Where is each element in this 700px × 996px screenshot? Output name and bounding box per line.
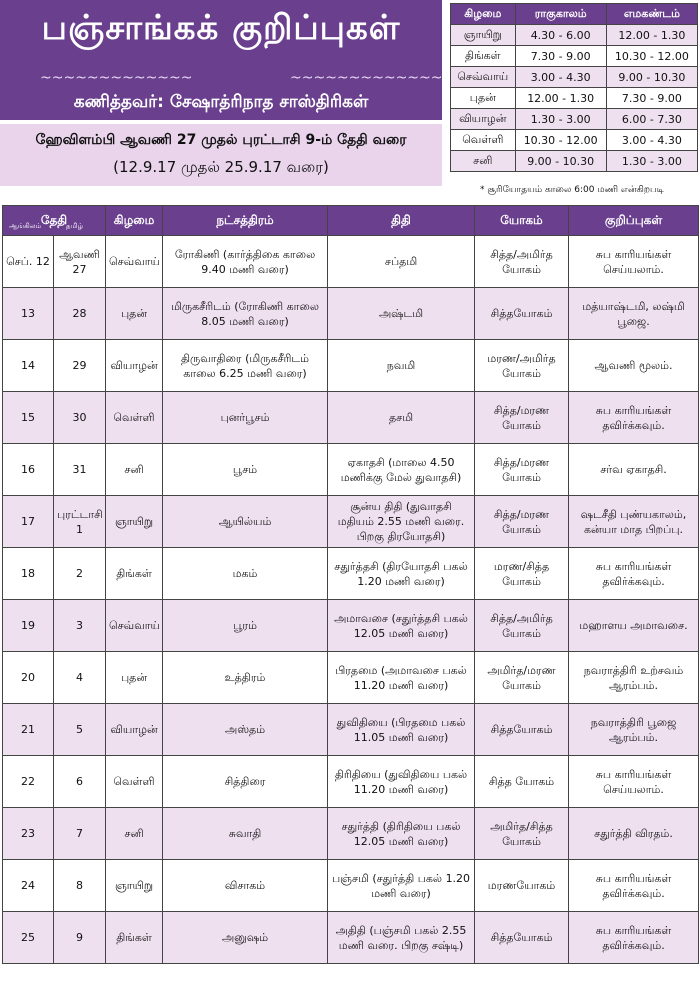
- table-row: [3, 496, 699, 548]
- sunrise-note: * சூரியோதயம் காலை 6:00 மணி என்கிறபடி: [480, 185, 664, 195]
- rahu-header-cell: எமகண்டம்: [606, 4, 697, 25]
- rahu-kalam-table: [450, 3, 698, 172]
- tithi-cell: சப்தமி: [328, 236, 475, 288]
- star-cell: பூசம்: [163, 444, 328, 496]
- star-cell: பூரம்: [163, 600, 328, 652]
- rahu-time: 9.00 - 10.30: [515, 151, 606, 172]
- date-ta: புரட்டாசி 1: [54, 496, 106, 548]
- notes-cell: மத்யாஷ்டமி, லஷ்மி பூஜை.: [569, 288, 699, 340]
- yama-time: 1.30 - 3.00: [606, 151, 697, 172]
- yoga-cell: அமிர்த/சித்த யோகம்: [475, 808, 569, 860]
- header-date: தேதி ஆங்கிலம் தமிழ்: [3, 206, 106, 236]
- day-cell: ஞாயிறு: [106, 496, 163, 548]
- date-en: 16: [3, 444, 54, 496]
- date-ta: ஆவணி 27: [54, 236, 106, 288]
- yoga-cell: சித்த/மரண யோகம்: [475, 496, 569, 548]
- rahu-row: [451, 25, 698, 46]
- star-cell: அனுஷம்: [163, 912, 328, 964]
- yoga-cell: சித்த/மரண யோகம்: [475, 444, 569, 496]
- star-cell: புனர்பூசம்: [163, 392, 328, 444]
- header-star: நட்சத்திரம்: [163, 206, 328, 236]
- rahu-day: செவ்வாய்: [451, 67, 516, 88]
- table-row: [3, 340, 699, 392]
- rahu-header-cell: ராகுகாலம்: [515, 4, 606, 25]
- tithi-cell: அஷ்டமி: [328, 288, 475, 340]
- date-ta: 30: [54, 392, 106, 444]
- date-ta: 9: [54, 912, 106, 964]
- tithi-cell: பிரதமை (அமாவசை பகல் 11.20 மணி வரை): [328, 652, 475, 704]
- tithi-cell: சதுர்த்தசி (திரயோதசி பகல் 1.20 மணி வரை): [328, 548, 475, 600]
- header-date-ta: தமிழ்: [65, 222, 84, 230]
- page-title: பஞ்சாங்கக் குறிப்புகள்: [41, 8, 401, 48]
- rahu-day: புதன்: [451, 88, 516, 109]
- day-cell: சனி: [106, 808, 163, 860]
- tithi-cell: பஞ்சமி (சதுர்த்தி பகல் 1.20 மணி வரை): [328, 860, 475, 912]
- date-ta: 29: [54, 340, 106, 392]
- date-ta: 3: [54, 600, 106, 652]
- star-cell: மகம்: [163, 548, 328, 600]
- yama-time: 12.00 - 1.30: [606, 25, 697, 46]
- rahu-time: 4.30 - 6.00: [515, 25, 606, 46]
- yama-time: 7.30 - 9.00: [606, 88, 697, 109]
- table-row: [3, 860, 699, 912]
- tithi-cell: ஏகாதசி (மாலை 4.50 மணிக்கு மேல் துவாதசி): [328, 444, 475, 496]
- table-row: [3, 652, 699, 704]
- date-en: 25: [3, 912, 54, 964]
- rahu-day: வெள்ளி: [451, 130, 516, 151]
- tithi-cell: திரிதியை (துவிதியை பகல் 11.20 மணி வரை): [328, 756, 475, 808]
- yoga-cell: சித்த/மரண யோகம்: [475, 392, 569, 444]
- table-row: [3, 288, 699, 340]
- date-range-english: (12.9.17 முதல் 25.9.17 வரை): [113, 158, 329, 176]
- rahu-row: [451, 130, 698, 151]
- rahu-row: [451, 151, 698, 172]
- notes-cell: சதுர்த்தி விரதம்.: [569, 808, 699, 860]
- notes-cell: சுப காரியங்கள் தவிர்க்கவும்.: [569, 860, 699, 912]
- star-cell: மிருகசீரிடம் (ரோகிணி காலை 8.05 மணி வரை): [163, 288, 328, 340]
- date-range-tamil: ஹேவிளம்பி ஆவணி 27 முதல் புரட்டாசி 9-ம் தேதி வரை: [35, 132, 407, 148]
- day-cell: புதன்: [106, 652, 163, 704]
- date-en: 22: [3, 756, 54, 808]
- title-banner: [0, 0, 442, 120]
- yoga-cell: சித்தயோகம்: [475, 704, 569, 756]
- rahu-header-cell: கிழமை: [451, 4, 516, 25]
- day-cell: செவ்வாய்: [106, 236, 163, 288]
- date-en: செப். 12: [3, 236, 54, 288]
- yoga-cell: சித்தயோகம்: [475, 912, 569, 964]
- rahu-row: [451, 88, 698, 109]
- date-ta: 31: [54, 444, 106, 496]
- yoga-cell: அமிர்த/மரண யோகம்: [475, 652, 569, 704]
- day-cell: வியாழன்: [106, 340, 163, 392]
- rahu-time: 3.00 - 4.30: [515, 67, 606, 88]
- date-en: 18: [3, 548, 54, 600]
- tithi-cell: சதுர்த்தி (திரிதியை பகல் 12.05 மணி வரை): [328, 808, 475, 860]
- star-cell: உத்திரம்: [163, 652, 328, 704]
- tithi-cell: நவமி: [328, 340, 475, 392]
- table-row: [3, 808, 699, 860]
- yama-time: 10.30 - 12.00: [606, 46, 697, 67]
- rahu-time: 12.00 - 1.30: [515, 88, 606, 109]
- rahu-time: 7.30 - 9.00: [515, 46, 606, 67]
- rahu-row: [451, 109, 698, 130]
- notes-cell: ஷடசீதி புண்யகாலம், கன்யா மாத பிறப்பு.: [569, 496, 699, 548]
- day-cell: வெள்ளி: [106, 392, 163, 444]
- star-cell: அஸ்தம்: [163, 704, 328, 756]
- star-cell: ஆயில்யம்: [163, 496, 328, 548]
- star-cell: திருவாதிரை (மிருகசீரிடம் காலை 6.25 மணி வரை): [163, 340, 328, 392]
- date-ta: 4: [54, 652, 106, 704]
- author-line: கணித்தவர்: சேஷாத்ரிநாத சாஸ்திரிகள்: [73, 92, 369, 112]
- table-row: [3, 392, 699, 444]
- date-range-box: [0, 124, 442, 186]
- notes-cell: சுப காரியங்கள் செய்யலாம்.: [569, 236, 699, 288]
- yama-time: 3.00 - 4.30: [606, 130, 697, 151]
- yama-time: 6.00 - 7.30: [606, 109, 697, 130]
- table-row: [3, 444, 699, 496]
- date-ta: 28: [54, 288, 106, 340]
- star-cell: சித்திரை: [163, 756, 328, 808]
- date-en: 21: [3, 704, 54, 756]
- yama-time: 9.00 - 10.30: [606, 67, 697, 88]
- header-yoga: யோகம்: [475, 206, 569, 236]
- header-tithi: திதி: [328, 206, 475, 236]
- day-cell: வியாழன்: [106, 704, 163, 756]
- table-row: [3, 756, 699, 808]
- notes-cell: சுப காரியங்கள் தவிர்க்கவும்.: [569, 548, 699, 600]
- tithi-cell: அதிதி (பஞ்சமி பகல் 2.55 மணி வரை. பிறகு சஷ்டி): [328, 912, 475, 964]
- table-header-row: [3, 206, 699, 236]
- notes-cell: ஆவணி மூலம்.: [569, 340, 699, 392]
- notes-cell: சர்வ ஏகாதசி.: [569, 444, 699, 496]
- star-cell: சுவாதி: [163, 808, 328, 860]
- rahu-day: திங்கள்: [451, 46, 516, 67]
- tithi-cell: துவிதியை (பிரதமை பகல் 11.05 மணி வரை): [328, 704, 475, 756]
- tithi-cell: சூன்ய திதி (துவாதசி மதியம் 2.55 மணி வரை. பிறகு திரயோதசி): [328, 496, 475, 548]
- day-cell: திங்கள்: [106, 548, 163, 600]
- table-row: [3, 600, 699, 652]
- day-cell: புதன்: [106, 288, 163, 340]
- notes-cell: சுப காரியங்கள் தவிர்க்கவும்.: [569, 912, 699, 964]
- day-cell: சனி: [106, 444, 163, 496]
- date-ta: 8: [54, 860, 106, 912]
- date-ta: 7: [54, 808, 106, 860]
- rahu-header-row: [451, 4, 698, 25]
- notes-cell: நவராத்திரி உற்சவம் ஆரம்பம்.: [569, 652, 699, 704]
- day-cell: ஞாயிறு: [106, 860, 163, 912]
- date-en: 15: [3, 392, 54, 444]
- date-ta: 5: [54, 704, 106, 756]
- day-cell: வெள்ளி: [106, 756, 163, 808]
- rahu-day: சனி: [451, 151, 516, 172]
- rahu-time: 1.30 - 3.00: [515, 109, 606, 130]
- yoga-cell: மரண/சித்த யோகம்: [475, 548, 569, 600]
- left-ornament-icon: ~~~~~~~~~~~~~: [40, 70, 193, 86]
- panchangam-table: [2, 205, 699, 964]
- date-en: 14: [3, 340, 54, 392]
- table-row: [3, 912, 699, 964]
- header-date-en: ஆங்கிலம்: [9, 222, 42, 230]
- star-cell: ரோகிணி (கார்த்திகை காலை 9.40 மணி வரை): [163, 236, 328, 288]
- yoga-cell: சித்த யோகம்: [475, 756, 569, 808]
- rahu-time: 10.30 - 12.00: [515, 130, 606, 151]
- notes-cell: சுப காரியங்கள் செய்யலாம்.: [569, 756, 699, 808]
- day-cell: திங்கள்: [106, 912, 163, 964]
- date-en: 23: [3, 808, 54, 860]
- date-ta: 6: [54, 756, 106, 808]
- date-ta: 2: [54, 548, 106, 600]
- yoga-cell: சித்த/அமிர்த யோகம்: [475, 236, 569, 288]
- header-day: கிழமை: [106, 206, 163, 236]
- yoga-cell: மரண/அமிர்த யோகம்: [475, 340, 569, 392]
- rahu-row: [451, 67, 698, 88]
- date-en: 13: [3, 288, 54, 340]
- yoga-cell: மரணயோகம்: [475, 860, 569, 912]
- notes-cell: நவராத்திரி பூஜை ஆரம்பம்.: [569, 704, 699, 756]
- date-en: 17: [3, 496, 54, 548]
- tithi-cell: தசமி: [328, 392, 475, 444]
- tithi-cell: அமாவசை (சதுர்த்தசி பகல் 12.05 மணி வரை): [328, 600, 475, 652]
- yoga-cell: சித்த/அமிர்த யோகம்: [475, 600, 569, 652]
- yoga-cell: சித்தயோகம்: [475, 288, 569, 340]
- rahu-day: ஞாயிறு: [451, 25, 516, 46]
- date-en: 24: [3, 860, 54, 912]
- star-cell: விசாகம்: [163, 860, 328, 912]
- date-en: 20: [3, 652, 54, 704]
- table-row: [3, 548, 699, 600]
- right-ornament-icon: ~~~~~~~~~~~~~: [290, 70, 443, 86]
- day-cell: செவ்வாய்: [106, 600, 163, 652]
- date-en: 19: [3, 600, 54, 652]
- notes-cell: மஹாளய அமாவசை.: [569, 600, 699, 652]
- table-row: [3, 704, 699, 756]
- header-notes: குறிப்புகள்: [569, 206, 699, 236]
- notes-cell: சுப காரியங்கள் தவிர்க்கவும்.: [569, 392, 699, 444]
- rahu-row: [451, 46, 698, 67]
- rahu-day: வியாழன்: [451, 109, 516, 130]
- table-row: [3, 236, 699, 288]
